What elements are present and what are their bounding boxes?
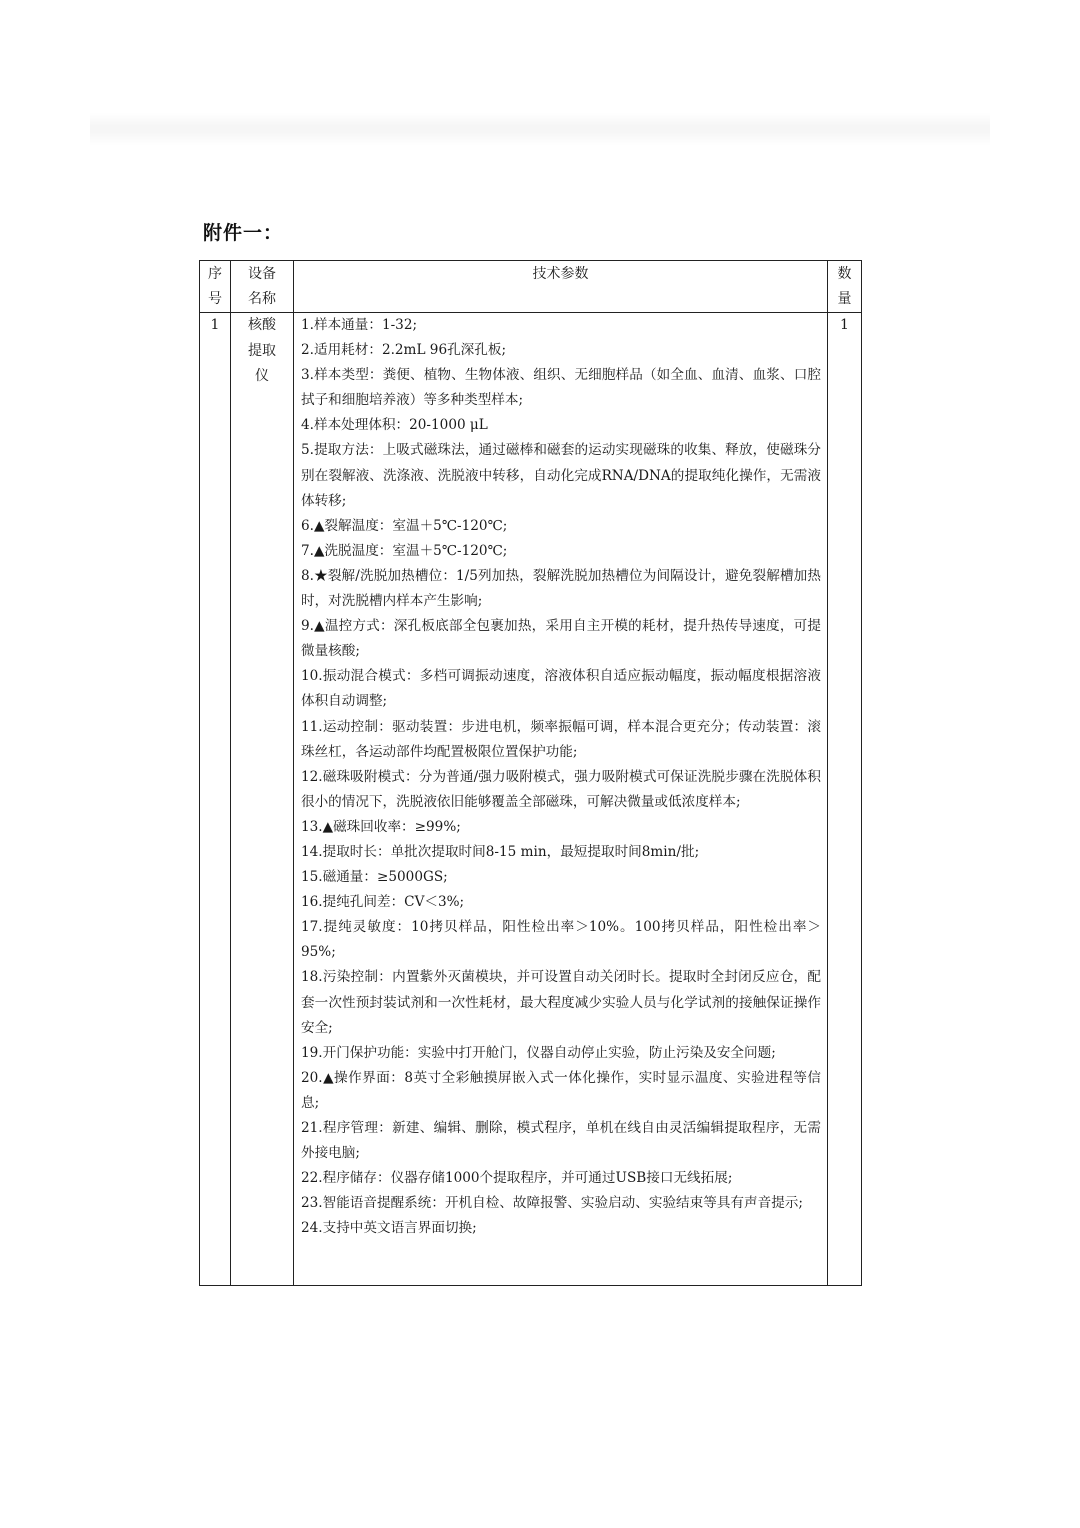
param-item: 17.提纯灵敏度：10拷贝样品，阳性检出率＞10%。100拷贝样品，阳性检出率＞95%; — [301, 919, 821, 961]
param-item: 21.程序管理：新建、编辑、删除，模式程序，单机在线自由灵活编辑提取程序，无需外接电脑; — [301, 1120, 821, 1162]
header-index-line: 号 — [208, 291, 222, 307]
row-quantity: 1 — [828, 313, 862, 1286]
header-name-line: 名称 — [248, 291, 276, 307]
param-item: 5.提取方法：上吸式磁珠法，通过磁棒和磁套的运动实现磁珠的收集、释放，使磁珠分别在裂解液、洗涤液、洗脱液中转移，自动化完成RNA/DNA的提取纯化操作，无需液体转移; — [301, 442, 821, 509]
device-name-line: 提取 — [248, 342, 276, 359]
scan-shadow-band — [90, 112, 990, 146]
param-item: 15.磁通量：≥5000GS; — [301, 869, 448, 886]
device-name-line: 仪 — [255, 368, 269, 384]
param-item: 24.支持中英文语言界面切换; — [301, 1220, 477, 1237]
param-item: 13.▲磁珠回收率：≥99%; — [301, 818, 461, 835]
attachment-title: 附件一： — [203, 222, 284, 244]
header-name — [231, 261, 294, 313]
param-item: 11.运动控制：驱动装置：步进电机，频率振幅可调，样本混合更充分；传动装置：滚珠丝杠，各运动部件均配置极限位置保护功能; — [301, 718, 821, 760]
table-header-row — [200, 261, 862, 313]
param-item: 7.▲洗脱温度：室温＋5℃-120℃; — [301, 542, 508, 559]
header-qty-line: 数 — [837, 266, 852, 282]
header-qty — [828, 261, 862, 313]
param-item: 1.样本通量：1-32; — [301, 317, 418, 333]
param-item: 14.提取时长：单批次提取时间8-15 min，最短提取时间8min/批; — [301, 843, 700, 860]
param-item: 3.样本类型：粪便、植物、生物体液、组织、无细胞样品（如全血、血清、血浆、口腔拭子和细胞培养液）等多种类型样本; — [301, 367, 821, 409]
header-index-line: 序 — [208, 266, 222, 282]
row-tech-params — [294, 313, 828, 1286]
row-index: 1 — [200, 313, 231, 1286]
param-item: 6.▲裂解温度：室温＋5℃-120℃; — [301, 517, 508, 534]
param-item: 20.▲操作界面：8英寸全彩触摸屏嵌入式一体化操作，实时显示温度、实验进程等信息; — [301, 1069, 821, 1111]
header-index — [200, 261, 231, 313]
param-item: 18.污染控制：内置紫外灭菌模块，并可设置自动关闭时长。提取时全封闭反应仓，配套一次性预封装试剂和一次性耗材，最大程度减少实验人员与化学试剂的接触保证操作安全; — [301, 969, 821, 1036]
param-list — [301, 313, 821, 1241]
table-row — [200, 313, 862, 1286]
param-item: 9.▲温控方式：深孔板底部全包裹加热，采用自主开模的耗材，提升热传导速度，可提微量核酸; — [301, 618, 821, 660]
header-name-line: 设备 — [248, 266, 276, 282]
param-item: 4.样本处理体积：20-1000 μL — [301, 417, 488, 434]
param-item: 19.开门保护功能：实验中打开舱门，仪器自动停止实验，防止污染及安全问题; — [301, 1044, 776, 1061]
param-item: 23.智能语音提醒系统：开机自检、故障报警、实验启动、实验结束等具有声音提示; — [301, 1195, 803, 1212]
row-device-name — [231, 313, 294, 1286]
header-qty-line: 量 — [837, 291, 852, 307]
param-item: 10.振动混合模式：多档可调振动速度，溶液体积自适应振动幅度，振动幅度根据溶液体积自动调整; — [301, 668, 821, 710]
param-item: 12.磁珠吸附模式：分为普通/强力吸附模式，强力吸附模式可保证洗脱步骤在洗脱体积很小的情况下，洗脱液依旧能够覆盖全部磁珠，可解决微量或低浓度样本; — [301, 768, 821, 810]
spec-table — [199, 260, 862, 1286]
device-name-line: 核酸 — [248, 317, 276, 333]
header-params: 技术参数 — [294, 261, 828, 313]
param-item: 8.★裂解/洗脱加热槽位：1/5列加热，裂解洗脱加热槽位为间隔设计，避免裂解槽加热时，对洗脱槽内样本产生影响; — [301, 567, 821, 610]
param-item: 22.程序储存：仪器存储1000个提取程序，并可通过USB接口无线拓展; — [301, 1170, 733, 1187]
param-item: 2.适用耗材：2.2mL 96孔深孔板; — [301, 342, 507, 359]
param-item: 16.提纯孔间差：CV＜3%; — [301, 894, 465, 911]
